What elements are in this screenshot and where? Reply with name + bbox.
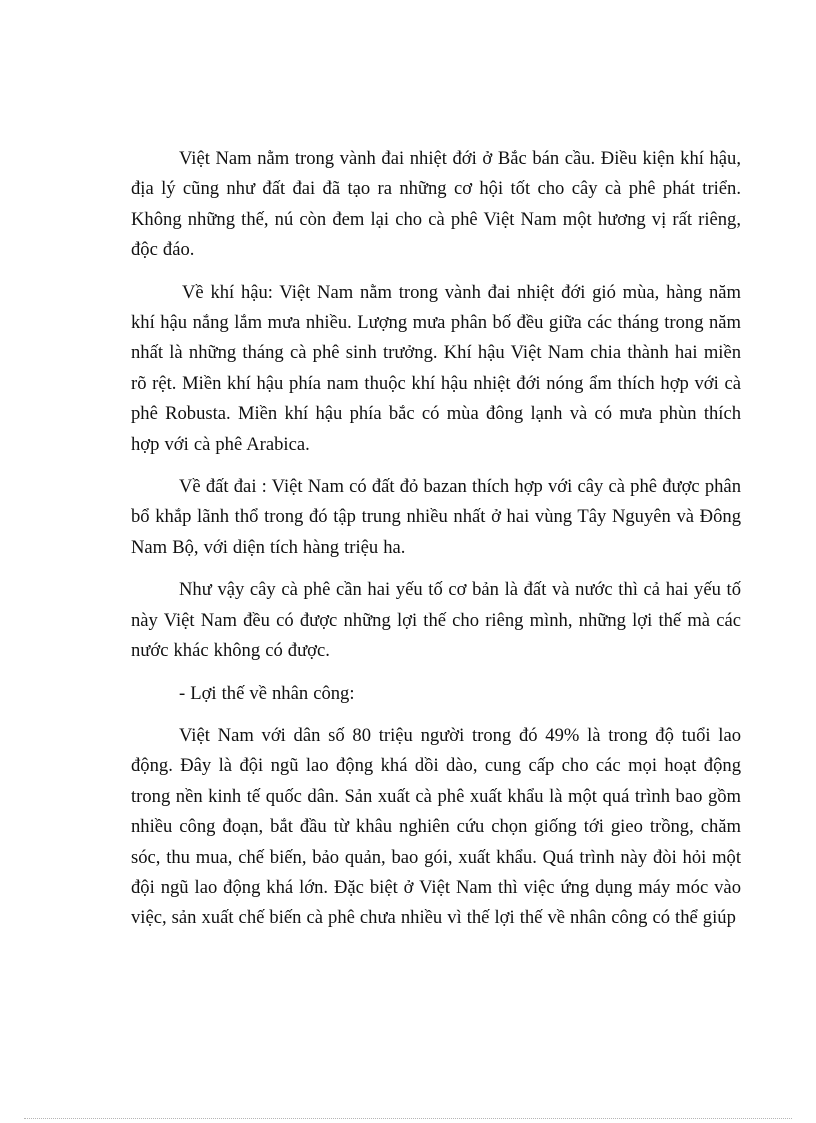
paragraph-soil: Về đất đai : Việt Nam có đất đỏ bazan thích hợp với cây cà phê được phân bổ khắp lãnh thổ trong đó tập trung nhiều nhất ở hai vùng Tây Nguyên và Đông Nam Bộ, với diện tích hàng triệu ha.	[131, 476, 741, 558]
paragraph-summary: Như vậy cây cà phê cần hai yếu tố cơ bản là đất và nước thì cả hai yếu tố này Việt Nam đều có được những lợi thế cho riêng mình, những lợi thế mà các nước khác không có được.	[131, 579, 741, 662]
paragraph-intro: Việt Nam nằm trong vành đai nhiệt đới ở Bắc bán cầu. Điều kiện khí hậu, địa lý cũng như đất đai đã tạo ra những cơ hội tốt cho cây cà phê phát triển. Không những thế, nú còn đem lại cho cà phê Việt Nam một hương vị rất riêng, độc đáo.	[131, 148, 741, 261]
paragraph-labor-heading: - Lợi thế về nhân công:	[179, 682, 355, 704]
document-body	[131, 144, 741, 946]
paragraph-climate: Về khí hậu: Việt Nam nằm trong vành đai nhiệt đới gió mùa, hàng năm khí hậu nắng lắm mưa nhiều. Lượng mưa phân bố đều giữa các tháng trong năm nhất là những tháng cà phê sinh trưởng. Khí hậu Việt Nam chia thành hai miền rõ rệt. Miền khí hậu phía nam thuộc khí hậu nhiệt đới nóng ẩm thích hợp với cà phê Robusta. Miền khí hậu phía bắc có mùa đông lạnh và có mưa phùn thích hợp với cà phê Arabica.	[131, 281, 741, 455]
paragraph-labor: Việt Nam với dân số 80 triệu người trong đó 49% là trong độ tuổi lao động. Đây là đội ngũ lao động khá dồi dào, cung cấp cho các mọi hoạt động trong nền kinh tế quốc dân. Sản xuất cà phê xuất khẩu là một quá trình bao gồm nhiều công đoạn, bắt đầu từ khâu nghiên cứu chọn giống tới gieo trồng, chăm sóc, thu mua, chế biến, bảo quản, bao gói, xuất khẩu. Quá trình này đòi hỏi một đội ngũ lao động khá lớn. Đặc biệt ở Việt Nam thì việc ứng dụng máy móc vào việc, sản xuất chế biến cà phê chưa nhiều vì thế lợi thế về nhân công có thể giúp	[131, 724, 741, 929]
page-footer-divider	[24, 1118, 792, 1119]
